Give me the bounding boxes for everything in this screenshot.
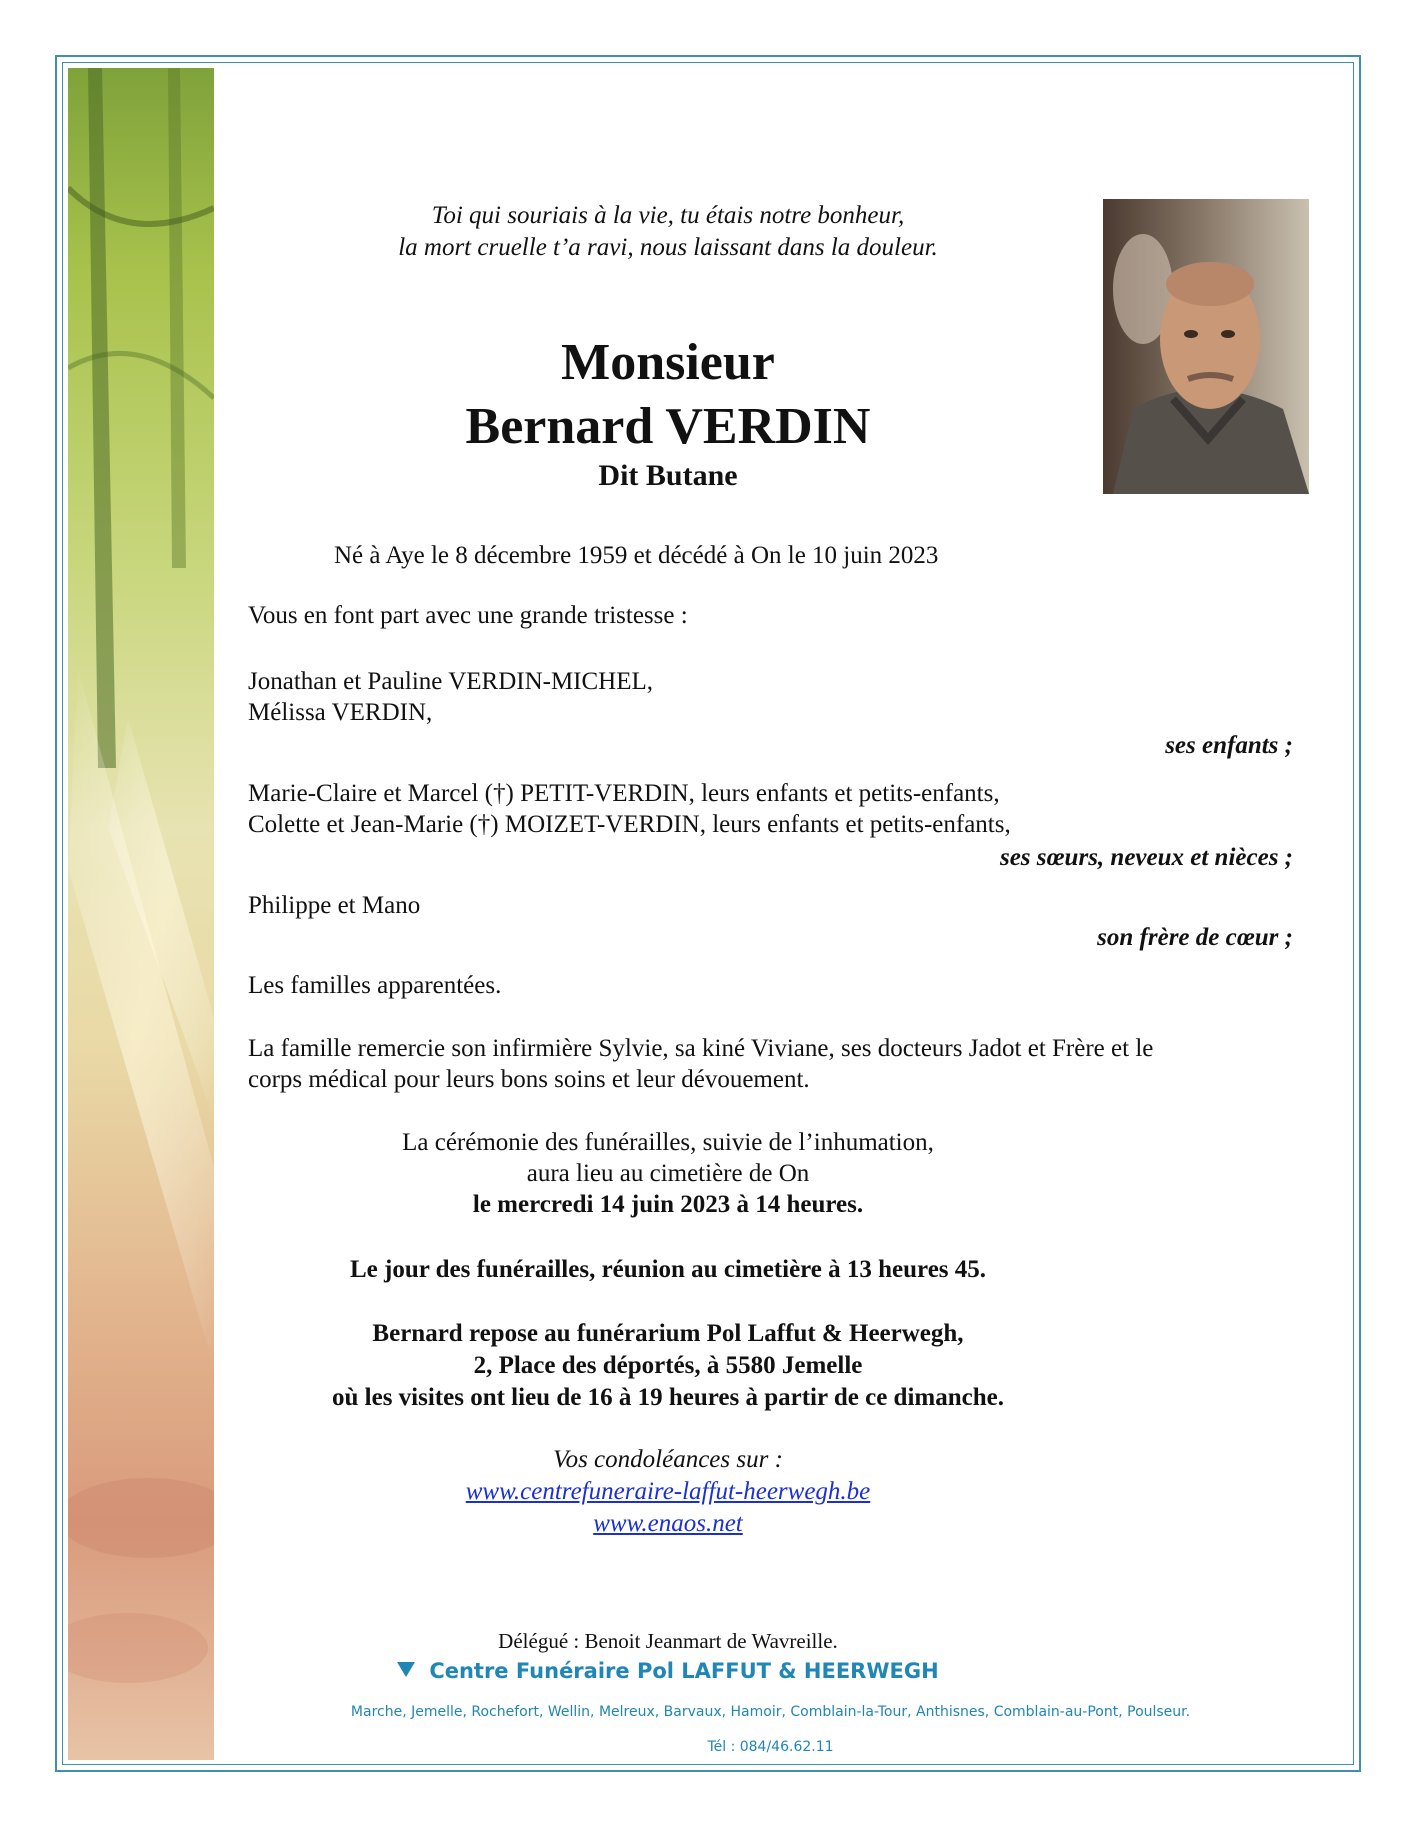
phone-number: Tél : 084/46.62.11: [707, 1739, 834, 1755]
condolences: [248, 1444, 1088, 1540]
condolences-link-funeral-center[interactable]: www.centrefuneraire-laffut-heerwegh.be: [465, 1478, 871, 1505]
branch-cities: Marche, Jemelle, Rochefort, Wellin, Melreux, Barvaux, Hamoir, Comblain-la-Tour, Anthisnes, Comblain-au-Pont, Poulseur.: [350, 1704, 1191, 1720]
ceremony-line-1: La cérémonie des funérailles, suivie de l’inhumation,: [402, 1129, 934, 1156]
quote-line-2: la mort cruelle t’a ravi, nous laissant dans la douleur.: [398, 234, 938, 261]
child-1: Jonathan et Pauline VERDIN-MICHEL,: [248, 668, 654, 695]
funeral-center-brand: [248, 1656, 1088, 1686]
announcement: Vous en font part avec une grande tristesse :: [248, 602, 688, 629]
repose-line-2: 2, Place des déportés, à 5580 Jemelle: [473, 1352, 863, 1379]
portrait-photo: [1103, 199, 1309, 494]
epitaph-quote: [248, 200, 1088, 264]
condolences-label: Vos condoléances sur :: [553, 1446, 783, 1473]
sister-2: Colette et Jean-Marie (†) MOIZET-VERDIN, leurs enfants et petits-enfants,: [248, 811, 1011, 838]
assembly-info: Le jour des funérailles, réunion au cimetière à 13 heures 45.: [349, 1256, 987, 1283]
delegate: Délégué : Benoit Jeanmart de Wavreille.: [498, 1629, 838, 1653]
sister-1: Marie-Claire et Marcel (†) PETIT-VERDIN, leurs enfants et petits-enfants,: [248, 780, 1000, 807]
relation-heart-brother: son frère de cœur ;: [1097, 924, 1293, 951]
deceased-name-heading: [248, 331, 1088, 459]
forest-path-image: [68, 68, 214, 1760]
repose-line-1: Bernard repose au funérarium Pol Laffut & Heerwegh,: [372, 1320, 964, 1347]
ceremony-line-2: aura lieu au cimetière de On: [526, 1160, 810, 1187]
relation-children: ses enfants ;: [1165, 732, 1293, 759]
nickname: Dit Butane: [598, 459, 738, 492]
repose-info: [248, 1318, 1088, 1414]
ceremony-info: [248, 1127, 1088, 1220]
ceremony-date: le mercredi 14 juin 2023 à 14 heures.: [472, 1191, 864, 1218]
heart-brother: Philippe et Mano: [248, 892, 421, 919]
birth-death-dates: Né à Aye le 8 décembre 1959 et décédé à On le 10 juin 2023: [334, 542, 939, 569]
thanks-line-1: La famille remercie son infirmière Sylvie, sa kiné Viviane, ses docteurs Jadot et Frère et le: [248, 1035, 1154, 1062]
triangle-down-icon: [397, 1662, 415, 1677]
condolences-link-enaos[interactable]: www.enaos.net: [593, 1510, 743, 1537]
child-2: Mélissa VERDIN,: [248, 699, 433, 726]
relation-sisters: ses sœurs, neveux et nièces ;: [999, 844, 1293, 871]
repose-line-3: où les visites ont lieu de 16 à 19 heures à partir de ce dimanche.: [332, 1384, 1004, 1411]
honorific: Monsieur: [561, 334, 775, 391]
brand-name: Centre Funéraire Pol LAFFUT & HEERWEGH: [429, 1659, 939, 1683]
quote-line-1: Toi qui souriais à la vie, tu étais notre bonheur,: [431, 202, 905, 229]
related-families: Les familles apparentées.: [248, 972, 502, 999]
thanks-line-2: corps médical pour leurs bons soins et leur dévouement.: [248, 1066, 810, 1093]
deceased-name: Bernard VERDIN: [465, 398, 871, 455]
